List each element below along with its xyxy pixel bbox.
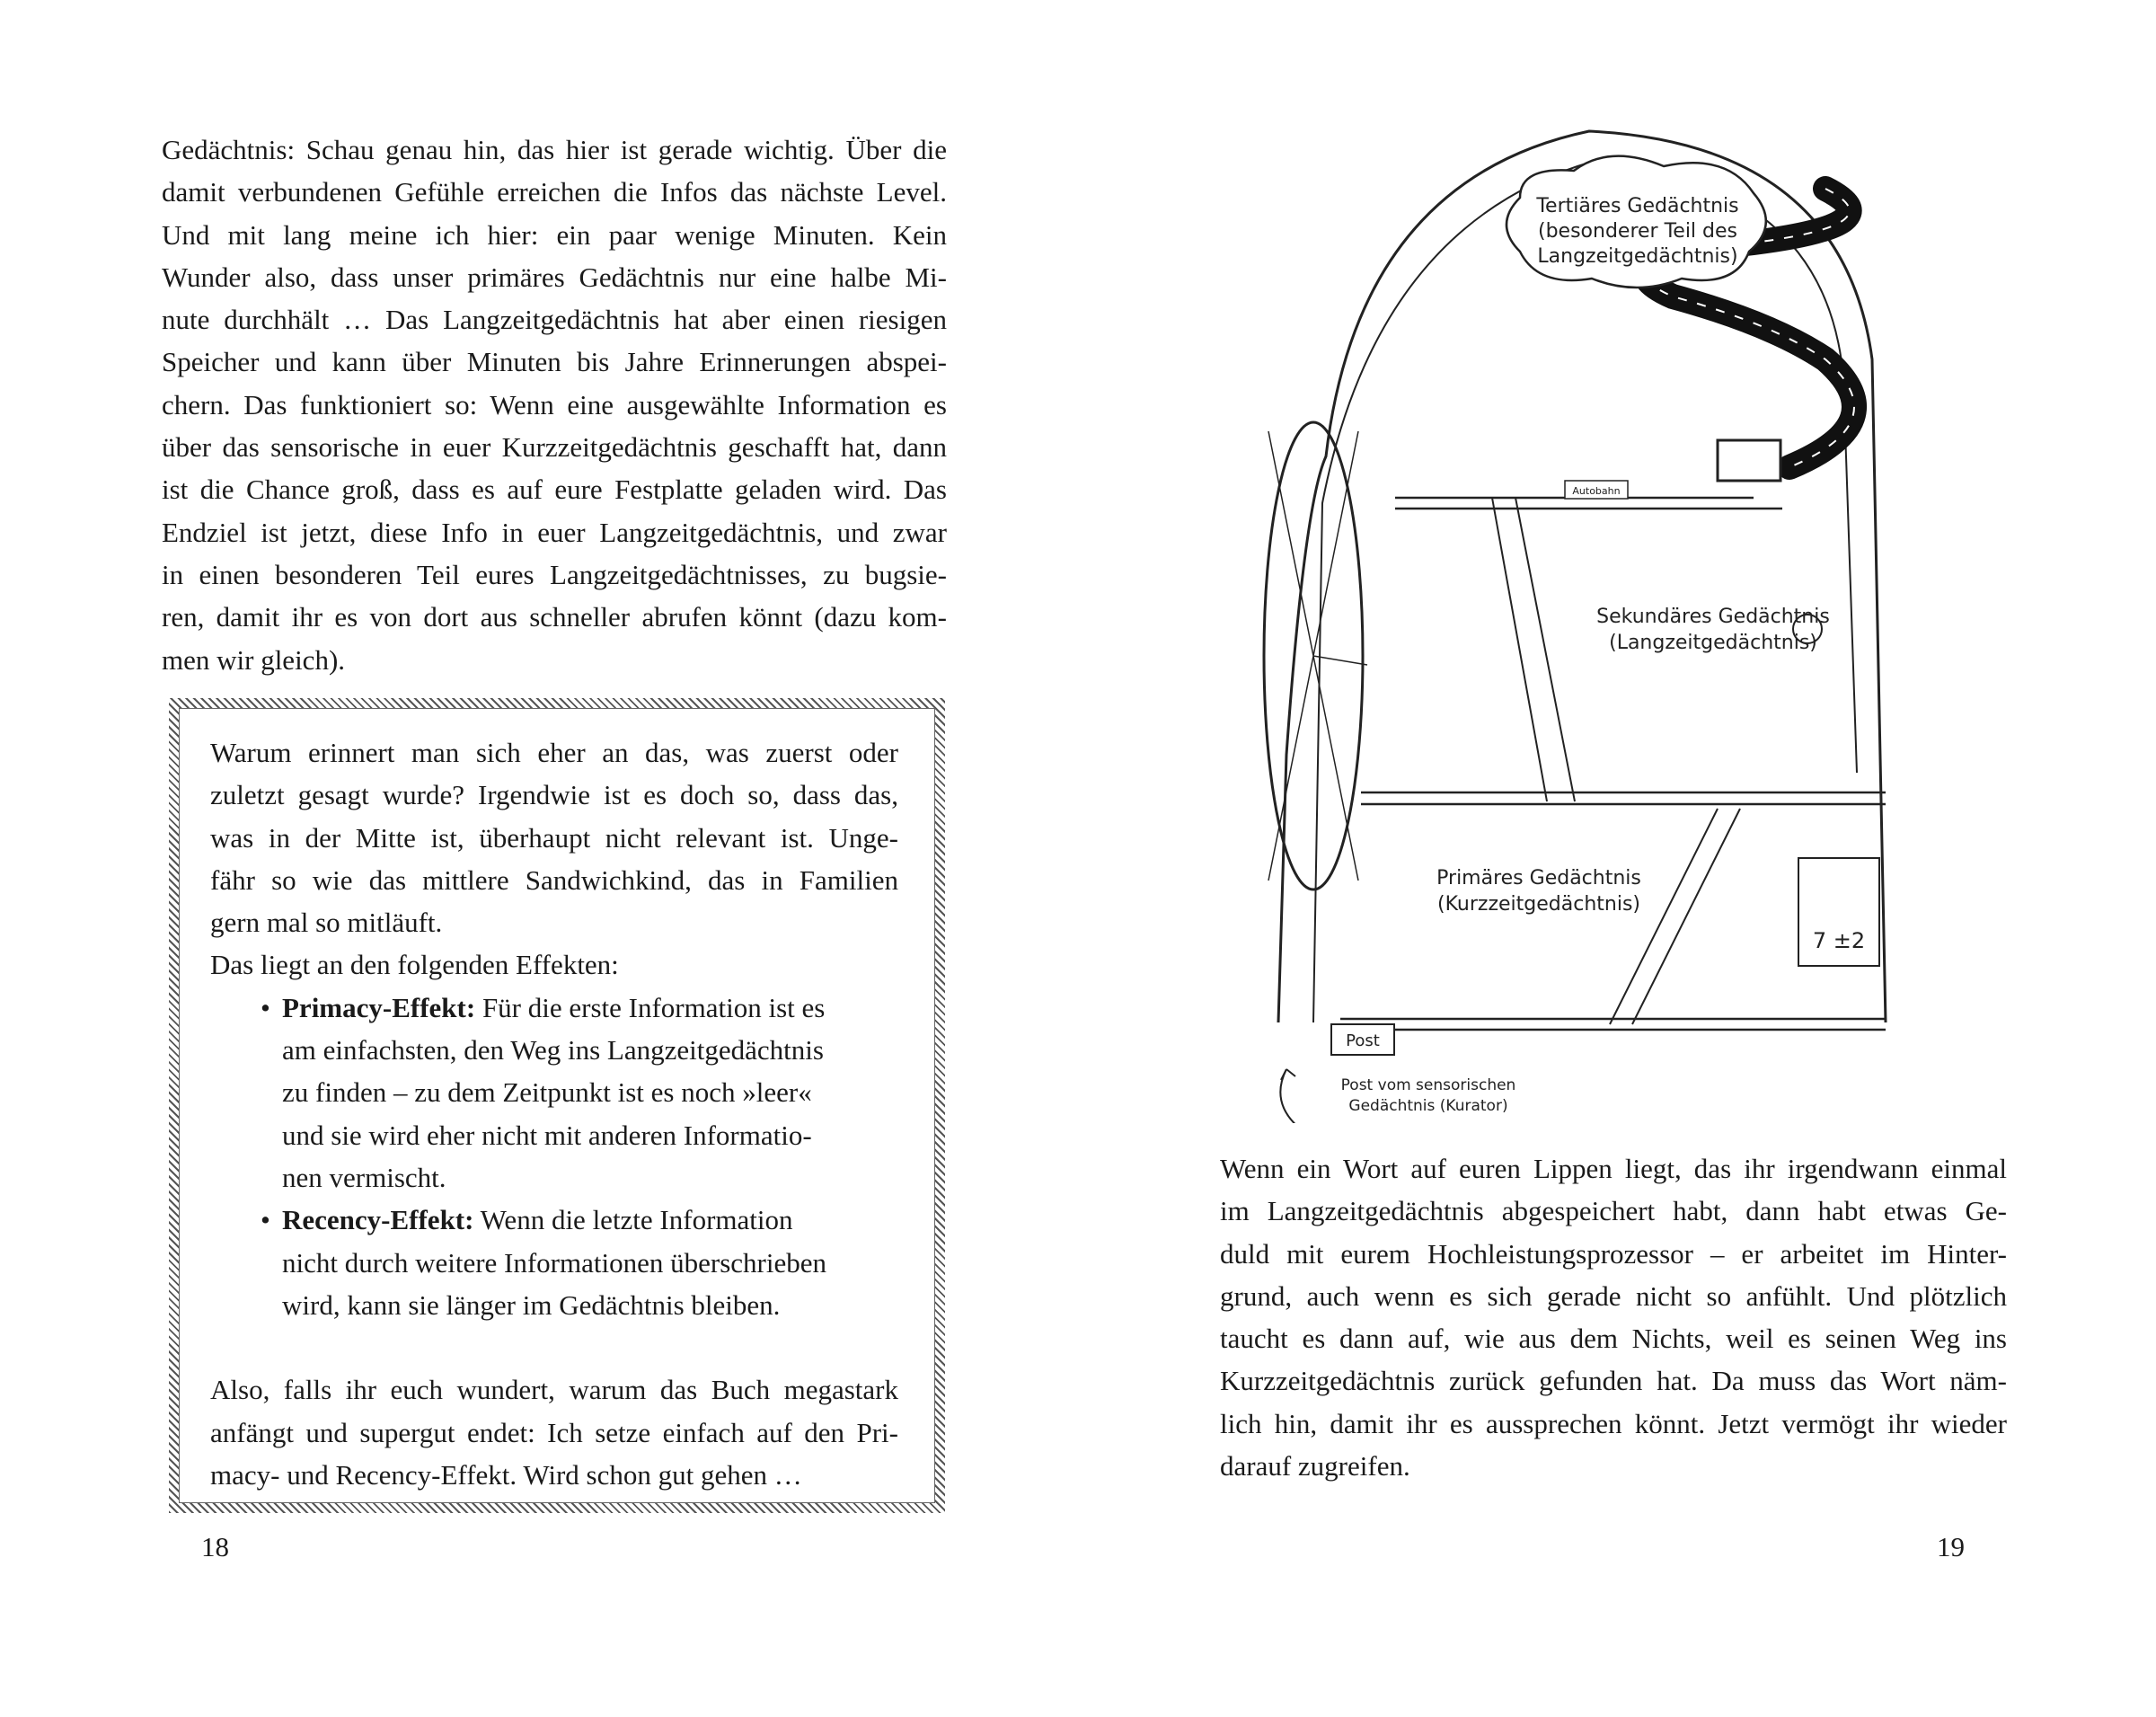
text-line: Warum erinnert man sich eher an das, was zuerst oder: [210, 737, 898, 768]
floor-upper: [1395, 498, 1782, 509]
floor-bottom: [1340, 1019, 1886, 1030]
label-primary-2: (Kurzzeitgedächtnis): [1437, 893, 1640, 916]
label-tertiary-1: Tertiäres Gedächtnis: [1536, 195, 1739, 217]
autobahn-sign-label: Autobahn: [1572, 485, 1621, 497]
left-page-body: [162, 128, 947, 681]
floor-middle: [1361, 792, 1886, 804]
text-line: Wenn ein Wort auf euren Lippen liegt, das ihr irgendwann einmal: [1220, 1153, 2007, 1184]
label-secondary-1: Sekundäres Gedächtnis: [1596, 606, 1830, 628]
text-line: am einfachsten, den Weg ins Langzeitgedächtnis: [282, 1034, 824, 1066]
memory-illustration: [1250, 126, 1897, 1123]
spacer: [210, 1326, 898, 1368]
effect-label: Primacy-Effekt:: [282, 991, 476, 1023]
effect-list-item: [210, 1199, 898, 1326]
text-line: taucht es dann auf, wie aus dem Nichts, weil es seinen Weg ins: [1220, 1323, 2007, 1355]
text-line: wird, kann sie länger im Gedächtnis bleiben.: [282, 1288, 781, 1321]
text-line: macy- und Recency-Effekt. Wird schon gut gehen …: [210, 1459, 802, 1491]
text-line: über das sensorische in euer Kurzzeitgedächtnis geschafft hat, dann: [162, 431, 947, 464]
board-label: 7 ±2: [1812, 928, 1866, 953]
text-line: ren, damit ihr es von dort aus schneller abrufen könnt (dazu kom-: [162, 601, 947, 633]
post-arrow-icon: [1280, 1069, 1304, 1123]
text-line: ist die Chance groß, dass es auf eure Festplatte geladen wird. Das: [162, 474, 947, 506]
text-line: chern. Das funktioniert so: Wenn eine ausgewählte Information es: [162, 388, 947, 420]
text-line: nute durchhält … Das Langzeitgedächtnis hat aber einen riesigen: [162, 304, 947, 336]
text-line: Speicher und kann über Minuten bis Jahre Erinnerungen abspei-: [162, 346, 947, 378]
bullet-icon: •: [261, 991, 270, 1023]
text-line: duld mit eurem Hochleistungsprozessor – er arbeitet im Hinter-: [1220, 1237, 2007, 1270]
effect-first-line: [282, 1199, 898, 1241]
post-caption-1: Post vom sensorischen: [1340, 1076, 1516, 1094]
info-box-inner: [180, 709, 934, 1502]
right-page-body: [1220, 1147, 2007, 1487]
text-line: Kurzzeitgedächtnis zurück gefunden hat. Da muss das Wort näm-: [1220, 1365, 2007, 1397]
label-tertiary-3: Langzeitgedächtnis): [1537, 245, 1738, 268]
text-line: nen vermischt.: [282, 1161, 446, 1193]
text-line: zu finden – zu dem Zeitpunkt ist es noch »leer«: [282, 1076, 812, 1109]
text-line: men wir gleich).: [162, 643, 346, 676]
label-secondary-2: (Langzeitgedächtnis): [1609, 632, 1817, 654]
text-line: Endziel ist jetzt, diese Info in euer Langzeitgedächtnis, und zwar: [162, 516, 947, 548]
post-caption-2: Gedächtnis (Kurator): [1348, 1097, 1508, 1115]
page-number-right: 19: [1937, 1531, 1965, 1562]
effect-text: Für die erste Information ist es: [475, 991, 826, 1023]
effect-list-item: [210, 987, 898, 1199]
text-line: lich hin, damit ihr es aussprechen könnt. Jetzt vermögt ihr wieder: [1220, 1407, 2007, 1439]
ladder-lower: [1610, 809, 1740, 1024]
text-line: und sie wird eher nicht mit anderen Informatio-: [282, 1119, 812, 1151]
text-line: Also, falls ihr euch wundert, warum das Buch megastark: [210, 1374, 898, 1406]
effect-text: Wenn die letzte Information: [473, 1204, 793, 1236]
label-tertiary-2: (besonderer Teil des: [1538, 220, 1737, 243]
info-box: [169, 698, 945, 1513]
text-line: Gedächtnis: Schau genau hin, das hier ist gerade wichtig. Über die: [162, 134, 947, 165]
page-number-left: 18: [201, 1531, 229, 1562]
info-box-text: [210, 731, 898, 1496]
text-line: nicht durch weitere Informationen überschrieben: [282, 1246, 826, 1279]
text-line: darauf zugreifen.: [1220, 1450, 1410, 1482]
text-line: fähr so wie das mittlere Sandwichkind, das in Familien: [210, 863, 898, 896]
text-line: Wunder also, dass unser primäres Gedächtnis nur eine halbe Mi-: [162, 261, 947, 293]
text-line: Und mit lang meine ich hier: ein paar wenige Minuten. Kein: [162, 218, 947, 251]
text-line: was in der Mitte ist, überhaupt nicht relevant ist. Unge-: [210, 821, 898, 854]
text-line: anfängt und supergut endet: Ich setze einfach auf den Pri-: [210, 1416, 898, 1448]
ladder-upper: [1492, 498, 1575, 801]
text-line: damit verbundenen Gefühle erreichen die Infos das nächste Level.: [162, 176, 947, 208]
label-primary-1: Primäres Gedächtnis: [1436, 867, 1641, 889]
text-line: zuletzt gesagt wurde? Irgendwie ist es doch so, dass das,: [210, 779, 898, 811]
truck: [1718, 440, 1780, 481]
effect-label: Recency-Effekt:: [282, 1204, 474, 1236]
text-line: in einen besonderen Teil eures Langzeitgedächtnisses, zu bugsie-: [162, 558, 947, 590]
bullet-icon: •: [261, 1204, 270, 1236]
box-lead: Das liegt an den folgenden Effekten:: [210, 949, 619, 981]
text-line: gern mal so mitläuft.: [210, 907, 443, 939]
text-line: grund, auch wenn es sich gerade nicht so anfühlt. Und plötzlich: [1220, 1279, 2007, 1312]
text-line: im Langzeitgedächtnis abgespeichert habt, dann habt etwas Ge-: [1220, 1195, 2007, 1227]
post-sign-label: Post: [1346, 1031, 1380, 1050]
effect-first-line: [282, 987, 898, 1029]
